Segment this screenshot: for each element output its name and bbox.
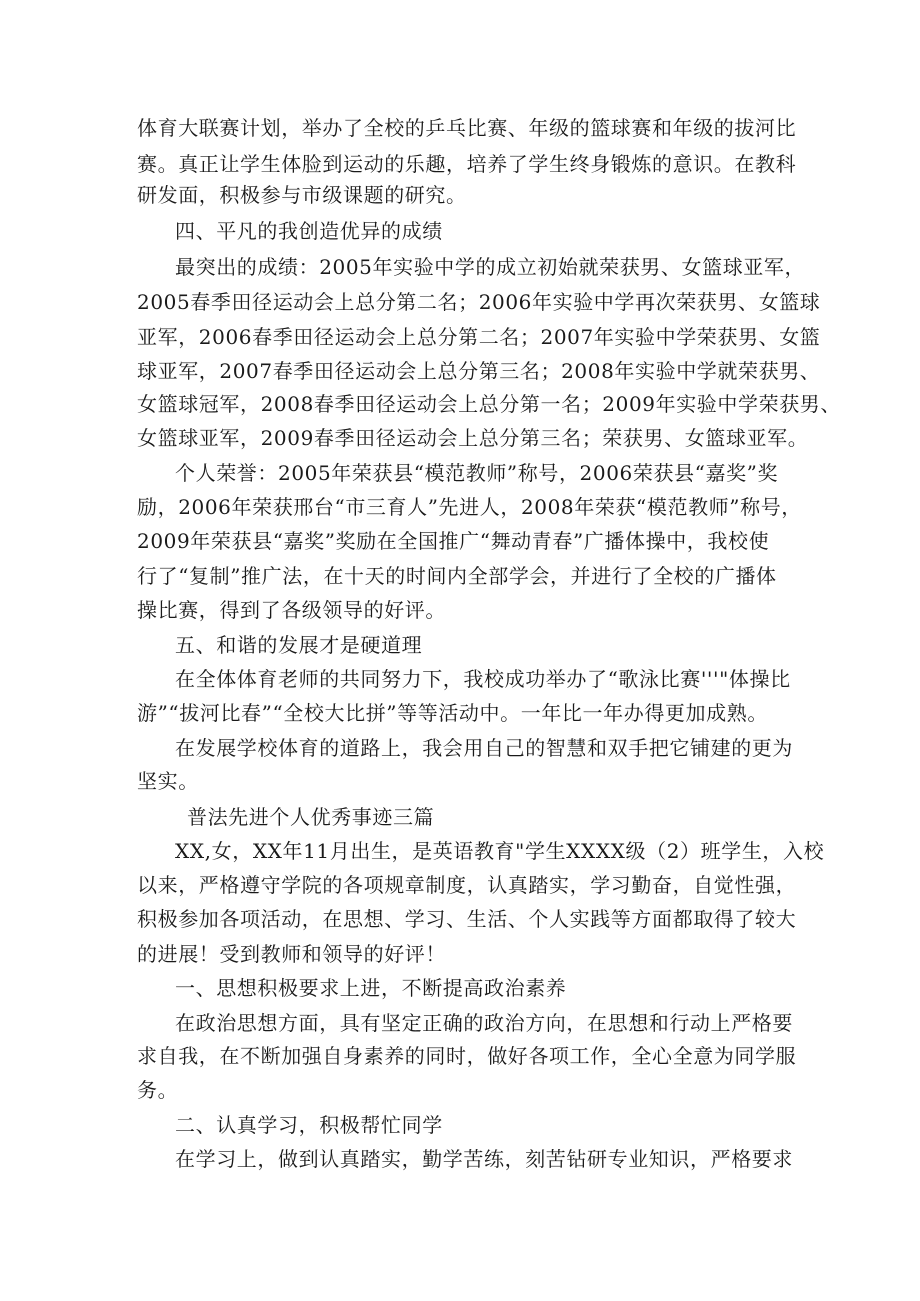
text-line: 在发展学校体育的道路上，我会用自己的智慧和双手把它铺建的更为 — [175, 736, 793, 760]
text-line: 励，2006年荣获邢台“市三育人”先进人，2008年荣获“模范教师”称号， — [137, 495, 802, 519]
text-line: 个人荣誉：2005年荣获县“模范教师”称号，2006荣获县“嘉奖”奖 — [175, 461, 779, 485]
text-line: 在学习上，做到认真踏实，勤学苦练，刻苦钻研专业知识，严格要求 — [175, 1147, 793, 1171]
text-line: XX,女，XX年11月出生，是英语教育"学生XXXX级（2）班学生，入校 — [175, 839, 825, 863]
text-line: 体育大联赛计划，举办了全校的乒乓比赛、年级的篮球赛和年级的拔河比 — [137, 116, 797, 140]
article-title: 普法先进个人优秀事迹三篇 — [187, 805, 435, 829]
text-line: 球亚军，2007春季田径运动会上总分第三名；2008年实验中学就荣获男、 — [137, 359, 821, 383]
text-line: 2005春季田径运动会上总分第二名；2006年实验中学再次荣获男、女篮球 — [137, 290, 821, 314]
section-heading: 四、平凡的我创造优异的成绩 — [175, 219, 443, 243]
section-heading: 一、思想积极要求上进，不断提高政治素养 — [175, 976, 567, 1000]
section-heading: 二、认真学习，积极帮忙同学 — [175, 1113, 443, 1137]
text-line: 的进展！受到教师和领导的好评！ — [137, 942, 446, 966]
section-heading: 五、和谐的发展才是硬道理 — [175, 633, 423, 657]
text-line: 求自我，在不断加强自身素养的同时，做好各项工作，全心全意为同学服 — [137, 1044, 797, 1068]
text-line: 亚军，2006春季田径运动会上总分第二名；2007年实验中学荣获男、女篮 — [137, 325, 821, 349]
text-line: 务。 — [137, 1078, 179, 1102]
text-line: 以来，严格遵守学院的各项规章制度，认真踏实，学习勤奋，自觉性强， — [137, 873, 797, 897]
text-line: 研发面，积极参与市级课题的研究。 — [137, 183, 467, 207]
text-line: 行了“复制”推广法，在十天的时间内全部学会，并进行了全校的广播体 — [137, 564, 777, 588]
text-line: 赛。真正让学生体脸到运动的乐趣，培养了学生终身锻炼的意识。在教科 — [137, 152, 797, 176]
text-line: 操比赛，得到了各级领导的好评。 — [137, 598, 446, 622]
text-line: 游”“拔河比春”“全校大比拼”等等活动中。一年比一年办得更加成熟。 — [137, 701, 768, 725]
text-line: 在政治思想方面，具有坚定正确的政治方向，在思想和行动上严格要 — [175, 1011, 793, 1035]
text-line: 2009年荣获县“嘉奖”奖励在全国推广“舞动青春”广播体操中，我校使 — [137, 529, 770, 553]
text-line: 坚实。 — [137, 769, 199, 793]
text-line: 在全体体育老师的共同努力下，我校成功举办了“歌泳比赛'''"体操比 — [175, 667, 791, 691]
text-line: 最突出的成绩：2005年实验中学的成立初始就荣获男、女篮球亚军， — [175, 255, 806, 279]
text-line: 女篮球冠军，2008春季田径运动会上总分第一名；2009年实验中学荣获男、 — [137, 392, 841, 416]
text-line: 积极参加各项活动，在思想、学习、生活、个人实践等方面都取得了较大 — [137, 907, 797, 931]
text-line: 女篮球亚军，2009春季田径运动会上总分第三名；荣获男、女篮球亚军。 — [137, 426, 809, 450]
